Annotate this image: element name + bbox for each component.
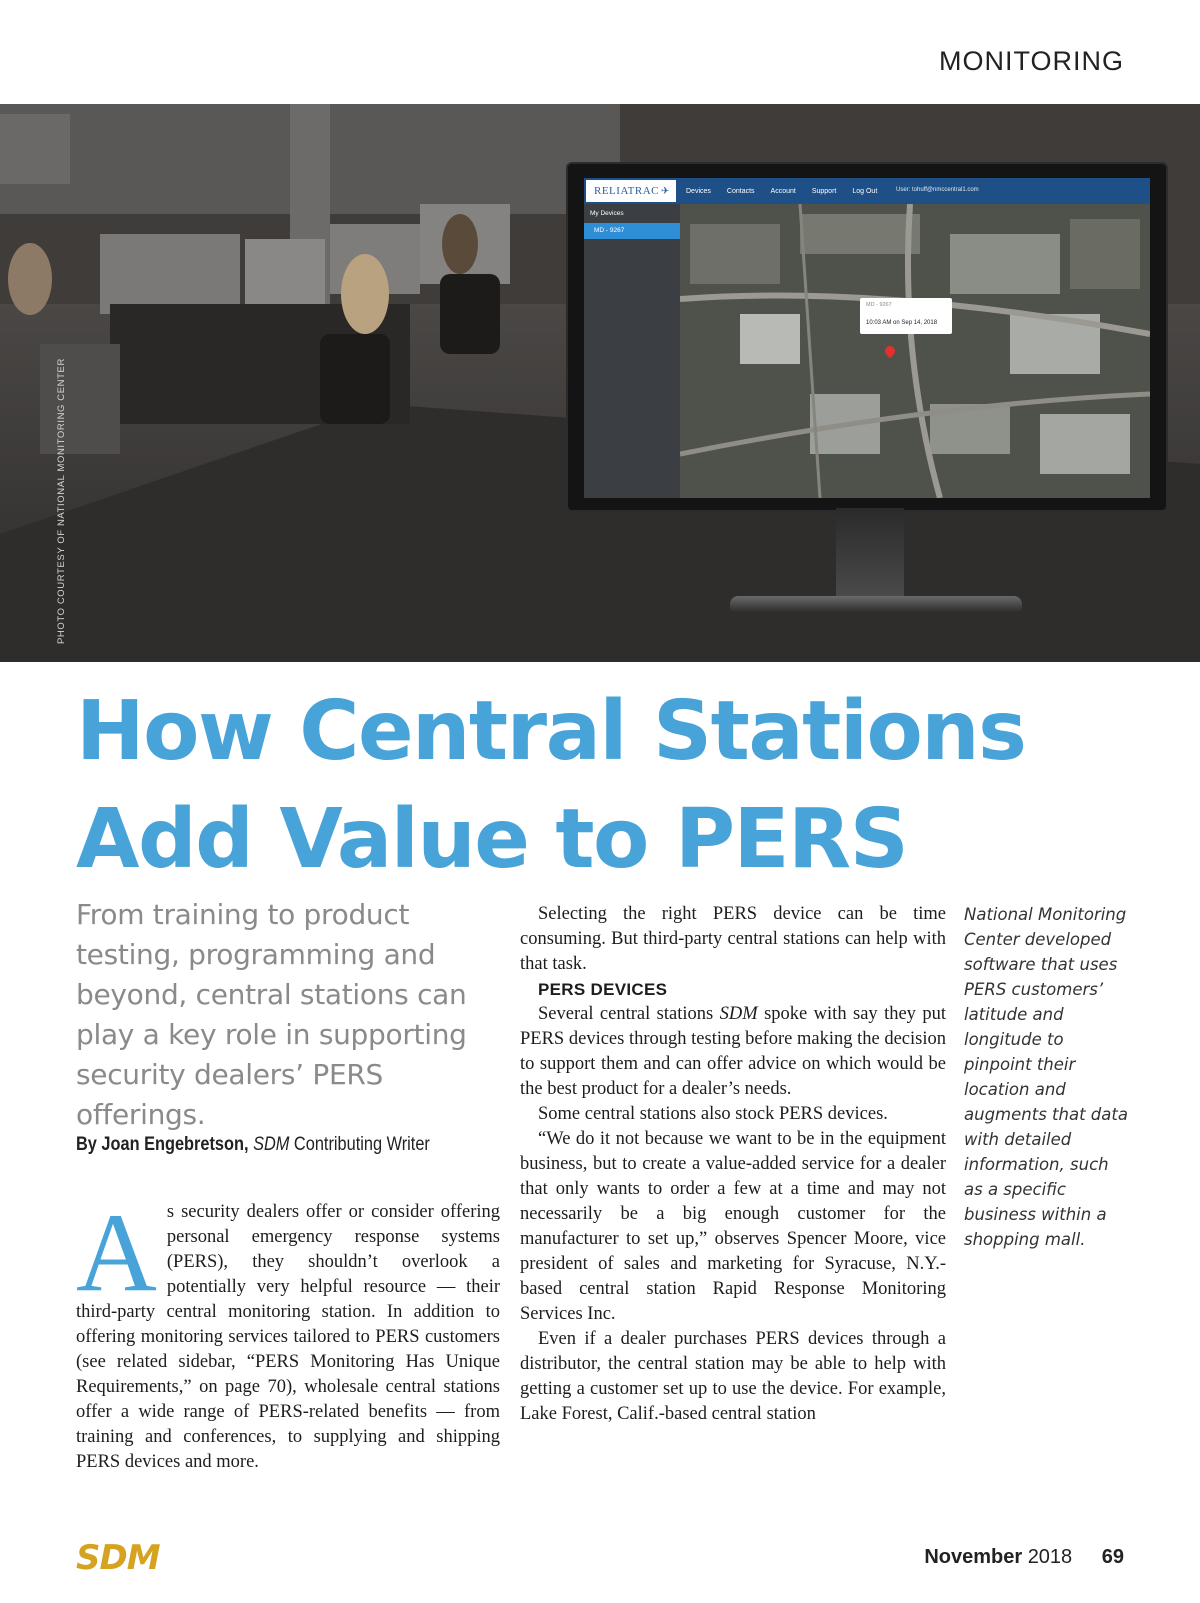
byline-author: By Joan Engebretson, xyxy=(76,1134,249,1155)
footer-month: November xyxy=(924,1546,1023,1568)
footer-year: 2018 xyxy=(1027,1546,1073,1568)
article-column-2 xyxy=(520,902,946,1427)
nav-contacts[interactable]: Contacts xyxy=(726,187,755,195)
paragraph: Even if a dealer purchases PERS devices through a distributor, the central station may be able to help with getting a customer set up to use the device. For example, Lake Forest, Calif.-based central station xyxy=(520,1329,946,1424)
publication-name: SDM xyxy=(719,1004,758,1024)
app-logo-text: RELIATRAC xyxy=(594,185,659,197)
nav-support[interactable]: Support xyxy=(811,187,837,195)
byline-publication: SDM xyxy=(253,1134,290,1155)
footer xyxy=(924,1546,1124,1569)
sidebar-title: My Devices xyxy=(590,210,624,217)
paragraph: Some central stations also stock PERS devices. xyxy=(538,1104,888,1124)
monitor xyxy=(566,162,1168,512)
paragraph xyxy=(520,1002,946,1102)
popup-timestamp: 10:03 AM on Sep 14, 2018 xyxy=(866,320,938,326)
satellite-map[interactable] xyxy=(680,204,1150,498)
sidebar-item-device[interactable]: MD - 9267 xyxy=(584,223,680,239)
photo-credit: PHOTO COURTESY OF NATIONAL MONITORING CENTER xyxy=(56,358,67,644)
popup-device: MD - 9267 xyxy=(866,302,892,308)
dropcap: A xyxy=(76,1191,157,1315)
headline xyxy=(76,678,1025,894)
map-imagery xyxy=(680,204,1150,498)
nav-devices[interactable]: Devices xyxy=(686,187,711,195)
paragraph: “We do it not because we want to be in the equipment business, but to create a value-added service for a dealer that only wants to order a few at a time and may not necessarily be a big enough customer for the manufacturer to set up,” observes Spencer Moore, vice president of sales and marketing for Syracuse, N.Y.-based central station Rapid Response Monitoring Services Inc. xyxy=(520,1129,946,1324)
monitor-stand xyxy=(836,508,904,600)
headline-line-2: Add Value to PERS xyxy=(76,792,908,887)
paragraph-text: spoke with say they put PERS devices through testing before making the decision to support them and can offer advice on which would be the best product for a dealer’s needs. xyxy=(520,1004,947,1099)
satellite-icon: ✈ xyxy=(661,185,670,197)
subhead: PERS DEVICES xyxy=(538,980,668,999)
app-logo xyxy=(586,180,676,202)
dek: From training to product testing, programming and beyond, central stations can play a key role in supporting security dealers’ PERS offerings. xyxy=(76,898,467,1131)
headline-line-1: How Central Stations xyxy=(76,684,1026,779)
monitor-base xyxy=(730,596,1022,612)
sdm-logo: SDM xyxy=(76,1538,160,1578)
location-popup xyxy=(860,298,952,334)
paragraph-text: Several central stations xyxy=(538,1004,720,1024)
page-number: 69 xyxy=(1101,1546,1124,1568)
nav-user: User: tohuff@nmccentral1.com xyxy=(896,187,979,193)
byline-role: Contributing Writer xyxy=(293,1134,430,1155)
article-column-1 xyxy=(76,1191,500,1475)
app-navbar xyxy=(584,178,1150,204)
section-label: MONITORING xyxy=(939,46,1124,76)
screen-app xyxy=(584,178,1150,498)
paragraph: s security dealers offer or consider offering personal emergency response systems (PERS), they shouldn’t overlook a potentially very helpful resource — their third-party central monitoring station. In addition to offering monitoring services tailored to PERS customers (see related sidebar, “PERS Monitoring Has Unique Requirements,” on page 70), wholesale central stations offer a wide range of PERS-related benefits — from training and conferences, to supplying and shipping PERS devices and more. xyxy=(76,1202,500,1472)
nav-logout[interactable]: Log Out xyxy=(852,187,878,195)
app-sidebar xyxy=(584,204,680,498)
photo-caption: National Monitoring Center developed software that uses PERS customers’ latitude and longitude to pinpoint their location and augments that data with detailed information, such as a specific business within a shopping mall. xyxy=(964,905,1128,1249)
paragraph: Selecting the right PERS device can be time consuming. But third-party central stations can help with that task. xyxy=(520,904,946,974)
nav-account[interactable]: Account xyxy=(770,187,796,195)
byline xyxy=(76,1134,430,1156)
